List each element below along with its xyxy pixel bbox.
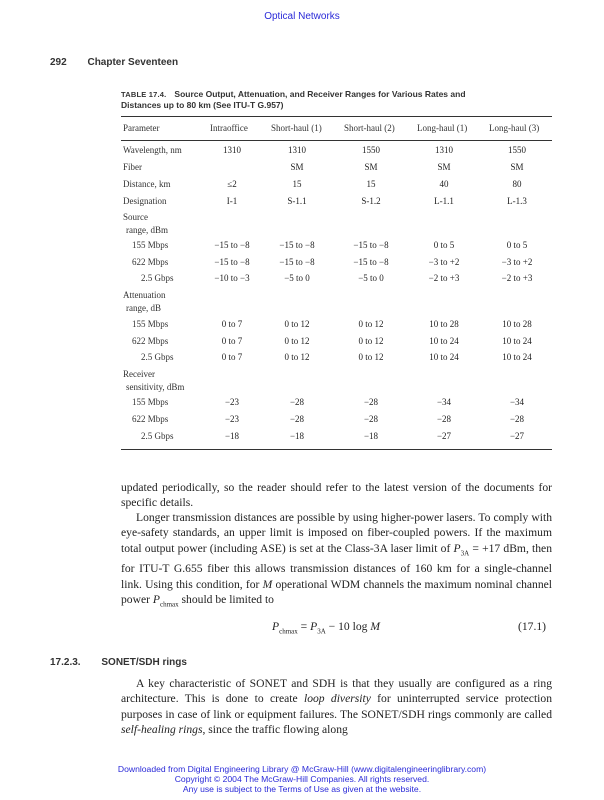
row-label: Attenuation bbox=[123, 290, 166, 300]
table-cell: −23 bbox=[224, 397, 240, 407]
table-cell: 0 to 5 bbox=[433, 240, 455, 250]
table-cell: −15 to −8 bbox=[214, 240, 250, 250]
row-label: 2.5 Gbps bbox=[141, 273, 174, 283]
section-number: 17.2.3. bbox=[50, 657, 81, 668]
table-cell: −27 bbox=[436, 431, 452, 441]
p3-emphasis-2: self-healing rings bbox=[121, 722, 203, 736]
table-cell: −15 to −8 bbox=[214, 257, 250, 267]
row-label: 622 Mbps bbox=[132, 336, 169, 346]
table-cell: 0 to 12 bbox=[358, 352, 384, 362]
table-cell: S-1.1 bbox=[287, 196, 307, 206]
table-cell: 0 to 12 bbox=[358, 319, 384, 329]
table-cell: L-1.1 bbox=[434, 196, 454, 206]
table-cell: −15 to −8 bbox=[279, 257, 315, 267]
table-cell: −34 bbox=[436, 397, 452, 407]
row-label: 2.5 Gbps bbox=[141, 431, 174, 441]
p3-emphasis-1: loop diversity bbox=[303, 692, 371, 706]
table-cell: 0 to 7 bbox=[221, 336, 243, 346]
footer-copyright: Copyright © 2004 The McGraw-Hill Companies. All rights reserved. bbox=[174, 774, 430, 784]
table-title-line1: Source Output, Attenuation, and Receiver Ranges for Various Rates and bbox=[174, 89, 466, 99]
table-cell: −15 to −8 bbox=[279, 240, 315, 250]
top-link[interactable]: Optical Networks bbox=[264, 11, 340, 22]
table-top-rule bbox=[121, 116, 552, 117]
table-cell: −18 bbox=[363, 431, 379, 441]
table-cell: −28 bbox=[436, 414, 452, 424]
row-label: 155 Mbps bbox=[132, 397, 169, 407]
column-header: Short-haul (2) bbox=[344, 123, 395, 133]
column-header: Parameter bbox=[123, 123, 160, 133]
table-cell: −10 to −3 bbox=[214, 273, 250, 283]
footer bbox=[0, 764, 604, 794]
table-cell: SM bbox=[364, 162, 378, 172]
table-cell: −18 bbox=[224, 431, 240, 441]
row-label: 622 Mbps bbox=[132, 414, 169, 424]
table-cell: −2 to +3 bbox=[428, 273, 460, 283]
table-cell: I-1 bbox=[226, 196, 238, 206]
table-cell: −18 bbox=[289, 431, 305, 441]
table-cell: 15 bbox=[366, 179, 376, 189]
table-cell: −15 to −8 bbox=[353, 257, 389, 267]
row-label: Source bbox=[123, 212, 148, 222]
row-label: 155 Mbps bbox=[132, 240, 169, 250]
footer-download-link[interactable]: Downloaded from Digital Engineering Library @ McGraw-Hill (www.digitalengineeringlibrary.com) bbox=[117, 764, 487, 774]
table-cell: −5 to 0 bbox=[284, 273, 310, 283]
table-cell: −2 to +3 bbox=[501, 273, 533, 283]
row-label: Designation bbox=[123, 196, 167, 206]
table-cell: SM bbox=[510, 162, 524, 172]
footer-terms-link[interactable]: Any use is subject to the Terms of Use as given at the website. bbox=[182, 784, 422, 794]
chapter-title: Chapter Seventeen bbox=[87, 57, 179, 68]
p3-text-e: , since the traffic flowing along bbox=[202, 722, 348, 736]
table-cell: −3 to +2 bbox=[501, 257, 533, 267]
table-cell: −3 to +2 bbox=[428, 257, 460, 267]
table-cell: 80 bbox=[512, 179, 522, 189]
p3-text-a: A key characteristic of SONET and SDH is that they usually are configured as a ring architecture. This is done to create bbox=[121, 677, 552, 706]
table-cell: 10 to 24 bbox=[502, 352, 532, 362]
row-label: Receiver bbox=[123, 369, 155, 379]
table-cell: 0 to 12 bbox=[284, 352, 310, 362]
table-cell: 15 bbox=[292, 179, 302, 189]
p2-text-b: = +17 dBm, then for ITU-T G.655 fiber this allows transmission distances of 160 km for a single-channel link. Using this condition, for bbox=[121, 541, 552, 591]
table-header-rule bbox=[121, 140, 552, 141]
table-cell: 10 to 24 bbox=[429, 336, 459, 346]
table-caption bbox=[121, 89, 561, 111]
table-label: TABLE 17.4. bbox=[121, 90, 167, 99]
table-cell: SM bbox=[437, 162, 451, 172]
table-title-line2: Distances up to 80 km (See ITU-T G.957) bbox=[121, 100, 284, 110]
table-cell: −28 bbox=[289, 397, 305, 407]
table-cell: −27 bbox=[509, 431, 525, 441]
equation-expression: $P_{chmax} = P_{3A} - 10$ log M bbox=[272, 620, 380, 636]
table-cell: ≤2 bbox=[227, 179, 237, 189]
paragraph-1: updated periodically, so the reader should refer to the latest version of the documents for specific details. bbox=[121, 481, 552, 510]
table-cell: −28 bbox=[289, 414, 305, 424]
table-cell: S-1.2 bbox=[361, 196, 381, 206]
table-cell: 0 to 12 bbox=[358, 336, 384, 346]
table-cell: 10 to 28 bbox=[429, 319, 459, 329]
page-number: 292 bbox=[50, 57, 67, 68]
column-header: Long-haul (1) bbox=[417, 123, 468, 133]
table-cell: 1550 bbox=[362, 145, 380, 155]
section-title: SONET/SDH rings bbox=[101, 657, 187, 668]
table-cell: 40 bbox=[439, 179, 449, 189]
table-cell: 1310 bbox=[435, 145, 453, 155]
section-heading bbox=[50, 657, 187, 668]
row-label: Distance, km bbox=[123, 179, 171, 189]
paragraph-2: Longer transmission distances are possible by using higher-power lasers. To comply with eye-safety standards, an upper limit is imposed on fiber-coupled powers. If the maximum total output power (including ASE) is set at the Class-3A laser limit of $P_{3A} = +17$ dBm, then for ITU-T G.655 fiber this allows transmission distances of 160 km for a single-channel link. Using this condition, for M operational WDM channels the maximum nominal channel power $P_{chmax}$ should be limited to bbox=[121, 511, 553, 609]
table-cell: −23 bbox=[224, 414, 240, 424]
table-cell: 0 to 12 bbox=[284, 336, 310, 346]
p2-text-d: should be limited to bbox=[178, 592, 274, 606]
row-label: sensitivity, dBm bbox=[126, 382, 185, 392]
row-label: 155 Mbps bbox=[132, 319, 169, 329]
table-cell: 10 to 24 bbox=[502, 336, 532, 346]
table-cell: 0 to 7 bbox=[221, 352, 243, 362]
table-cell: −15 to −8 bbox=[353, 240, 389, 250]
column-header: Short-haul (1) bbox=[271, 123, 322, 133]
table-cell: 10 to 28 bbox=[502, 319, 532, 329]
equation-number: (17.1) bbox=[518, 620, 547, 633]
table-cell: −34 bbox=[509, 397, 525, 407]
row-label: 2.5 Gbps bbox=[141, 352, 174, 362]
p2-text-c: operational WDM channels the maximum nominal channel power bbox=[121, 577, 553, 606]
table-cell: 1310 bbox=[288, 145, 306, 155]
column-header: Long-haul (3) bbox=[489, 123, 540, 133]
column-header: Intraoffice bbox=[210, 123, 248, 133]
table-cell: −28 bbox=[363, 397, 379, 407]
table-cell: 0 to 7 bbox=[221, 319, 243, 329]
table-cell: L-1.3 bbox=[507, 196, 527, 206]
table-cell: 1310 bbox=[223, 145, 241, 155]
p2-text-a: Longer transmission distances are possible by using higher-power lasers. To comply with eye-safety standards, an upper limit is imposed on fiber-coupled powers. If the maximum total output power (including ASE) is set at the Class-3A laser limit of bbox=[121, 511, 552, 555]
row-label: 622 Mbps bbox=[132, 257, 169, 267]
row-label: Fiber bbox=[123, 162, 142, 172]
table-cell: −5 to 0 bbox=[358, 273, 384, 283]
table-cell: 0 to 5 bbox=[506, 240, 528, 250]
table-cell: 1550 bbox=[508, 145, 526, 155]
row-label: range, dB bbox=[126, 303, 161, 313]
table-cell: 0 to 12 bbox=[284, 319, 310, 329]
table-cell: −28 bbox=[363, 414, 379, 424]
table-cell: SM bbox=[290, 162, 304, 172]
table-cell: −28 bbox=[509, 414, 525, 424]
p3-text-c: for uninterrupted service protection purposes in case of link or equipment failures. The SONET/SDH rings commonly are called bbox=[121, 692, 552, 721]
running-head bbox=[50, 57, 178, 68]
row-label: Wavelength, nm bbox=[123, 145, 182, 155]
equation-mid: − 10 log bbox=[325, 620, 371, 633]
table-cell: 10 to 24 bbox=[429, 352, 459, 362]
paragraph-3 bbox=[121, 676, 552, 737]
table-bottom-rule bbox=[121, 449, 552, 450]
row-label: range, dBm bbox=[126, 225, 168, 235]
